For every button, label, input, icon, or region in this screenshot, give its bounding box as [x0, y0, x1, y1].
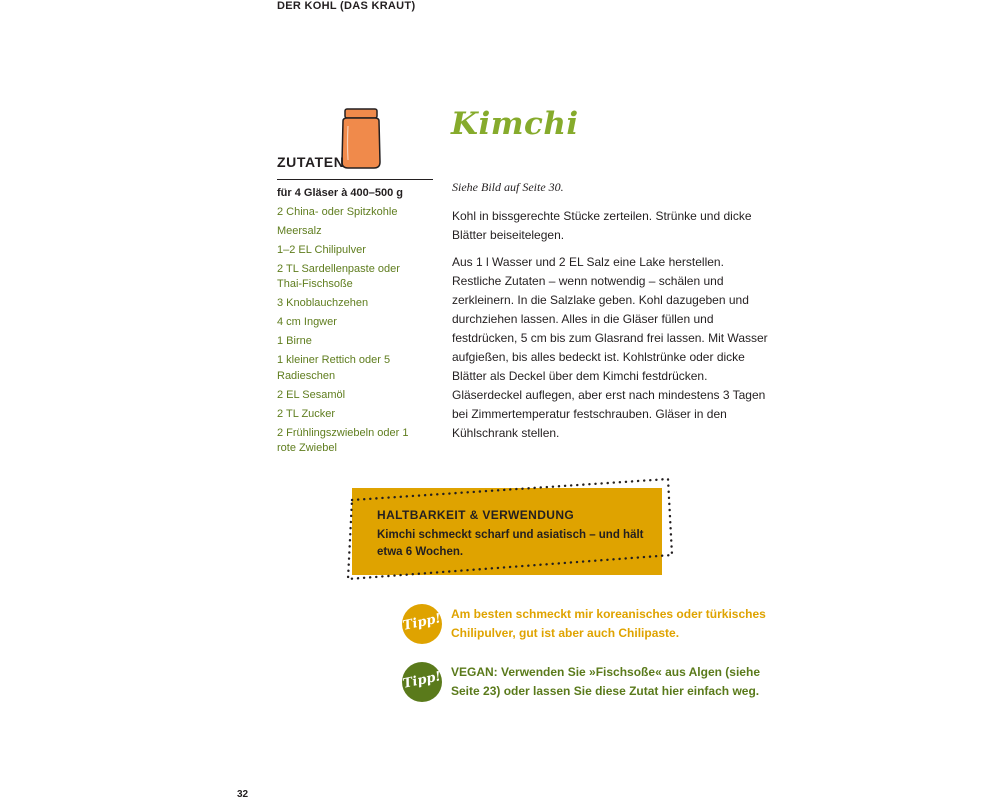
see-picture-note: Siehe Bild auf Seite 30. — [452, 180, 564, 194]
recipe-instructions — [452, 207, 770, 451]
ingredient-item: 1 kleiner Rettich oder 5 Radieschen — [277, 354, 391, 382]
tip-badge-label: Tipp! — [401, 669, 443, 692]
tip-badge-label: Tipp! — [401, 611, 443, 634]
ingredient-item: 2 EL Sesamöl — [277, 388, 346, 401]
info-box-title: HALTBARKEIT & VERWENDUNG — [377, 508, 575, 522]
running-head: DER KOHL (DAS KRAUT) — [277, 0, 416, 12]
ingredient-item: 3 Knoblauchzehen — [277, 297, 369, 309]
ingredient-item: 2 Frühlingszwiebeln oder 1 rote Zwiebel — [277, 426, 409, 454]
page-number: 32 — [237, 789, 249, 800]
ingredients-list — [277, 186, 427, 460]
ingredients-title: ZUTATEN — [277, 154, 345, 170]
ingredients-rule — [277, 179, 433, 180]
tip-text: VEGAN: Verwenden Sie »Fischsoße« aus Algen (siehe Seite 23) oder lassen Sie diese Zutat hier einfach weg. — [451, 665, 760, 698]
ingredient-item: 1 Birne — [277, 335, 312, 347]
tip-badge — [402, 604, 442, 644]
info-box-text: Kimchi schmeckt scharf und asiatisch – und hält etwa 6 Wochen. — [377, 529, 644, 558]
ingredient-item: 1–2 EL Chilipulver — [277, 243, 366, 256]
ingredient-item: 2 TL Sardellenpaste oder Thai-Fischsoße — [277, 262, 400, 290]
instruction-paragraph: Kohl in bissgerechte Stücke zerteilen. Strünke und dicke Blätter beiseitelegen. — [452, 209, 752, 242]
instruction-paragraph: Aus 1 l Wasser und 2 EL Salz eine Lake herstellen. Restliche Zutaten – wenn notwendig – schälen und zerkleinern. In die Salzlake geben. Kohl dazugeben und durchziehen lassen. Alles in die Gläser füllen und festdrücken, 5 cm bis zum Glasrand frei lassen. Mit Wasser aufgießen, bis alles bedeckt ist. Kohlstrünke oder dicke Blätter als Deckel über dem Kimchi festdrücken. Gläserdeckel auflegen, aber erst nach mindestens 3 Tagen bei Zimmertemperatur festschrauben. Gläser in den Kühlschrank stellen. — [452, 255, 768, 440]
jar-icon — [339, 108, 383, 170]
tip-text: Am besten schmeckt mir koreanisches oder türkisches Chilipulver, gut ist aber auch Chilipaste. — [451, 607, 766, 640]
recipe-title: Kimchi — [451, 106, 579, 142]
ingredient-item: 4 cm Ingwer — [277, 316, 337, 328]
tip-badge — [402, 662, 442, 702]
ingredient-item: 2 TL Zucker — [277, 407, 336, 420]
ingredient-item: 2 China- oder Spitzkohle — [277, 205, 398, 218]
ingredients-yield: für 4 Gläser à 400–500 g — [277, 187, 403, 199]
ingredient-item: Meersalz — [277, 224, 322, 237]
